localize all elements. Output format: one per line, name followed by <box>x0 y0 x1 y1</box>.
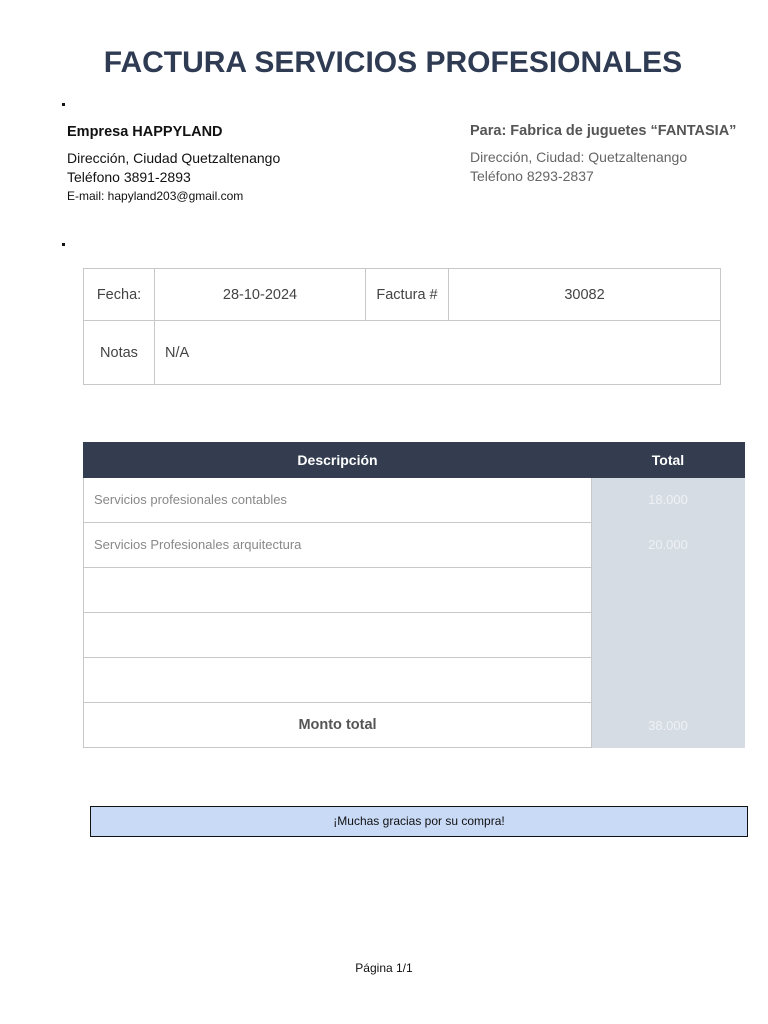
items-table <box>83 442 745 748</box>
notes-label: Notas <box>84 321 155 385</box>
item-description: Servicios Profesionales arquitectura <box>84 523 592 568</box>
item-total <box>592 658 745 703</box>
recipient-block <box>470 123 736 186</box>
item-description <box>84 613 592 658</box>
total-row <box>84 703 745 748</box>
table-row <box>84 568 745 613</box>
sender-block <box>67 124 280 206</box>
table-row <box>84 523 745 568</box>
sender-email: E-mail: hapyland203@gmail.com <box>67 189 244 203</box>
page-number: Página 1/1 <box>355 961 413 975</box>
table-row <box>84 658 745 703</box>
item-description: Servicios profesionales contables <box>84 478 592 523</box>
bullet-marker <box>62 103 65 106</box>
meta-row <box>84 321 721 385</box>
table-row <box>84 478 745 523</box>
sender-address: Dirección, Ciudad Quetzaltenango <box>67 150 281 166</box>
sum-label: Monto total <box>84 703 592 748</box>
invoice-number-value: 30082 <box>449 269 721 321</box>
item-total <box>592 613 745 658</box>
thank-you-banner: ¡Muchas gracias por su compra! <box>90 806 748 837</box>
invoice-number-label: Factura # <box>366 269 449 321</box>
sender-phone: Teléfono 3891-2893 <box>67 169 191 185</box>
item-description <box>84 568 592 613</box>
date-label: Fecha: <box>84 269 155 321</box>
invoice-title: FACTURA SERVICIOS PROFESIONALES <box>103 46 683 79</box>
sum-value: 38.000 <box>592 703 745 748</box>
sender-name: Empresa HAPPYLAND <box>67 124 223 140</box>
item-description <box>84 658 592 703</box>
table-row <box>84 613 745 658</box>
notes-value: N/A <box>155 321 721 385</box>
recipient-phone: Teléfono 8293-2837 <box>470 168 594 184</box>
total-header: Total <box>592 443 745 478</box>
recipient-address: Dirección, Ciudad: Quetzaltenango <box>470 149 688 165</box>
date-value: 28-10-2024 <box>155 269 366 321</box>
meta-row <box>84 269 721 321</box>
item-total: 20.000 <box>592 523 745 568</box>
item-total: 18.000 <box>592 478 745 523</box>
item-total <box>592 568 745 613</box>
description-header: Descripción <box>84 443 592 478</box>
invoice-meta-table <box>83 268 721 385</box>
recipient-name: Para: Fabrica de juguetes “FANTASIA” <box>470 123 737 139</box>
bullet-marker <box>62 243 65 246</box>
items-header-row <box>84 443 745 478</box>
